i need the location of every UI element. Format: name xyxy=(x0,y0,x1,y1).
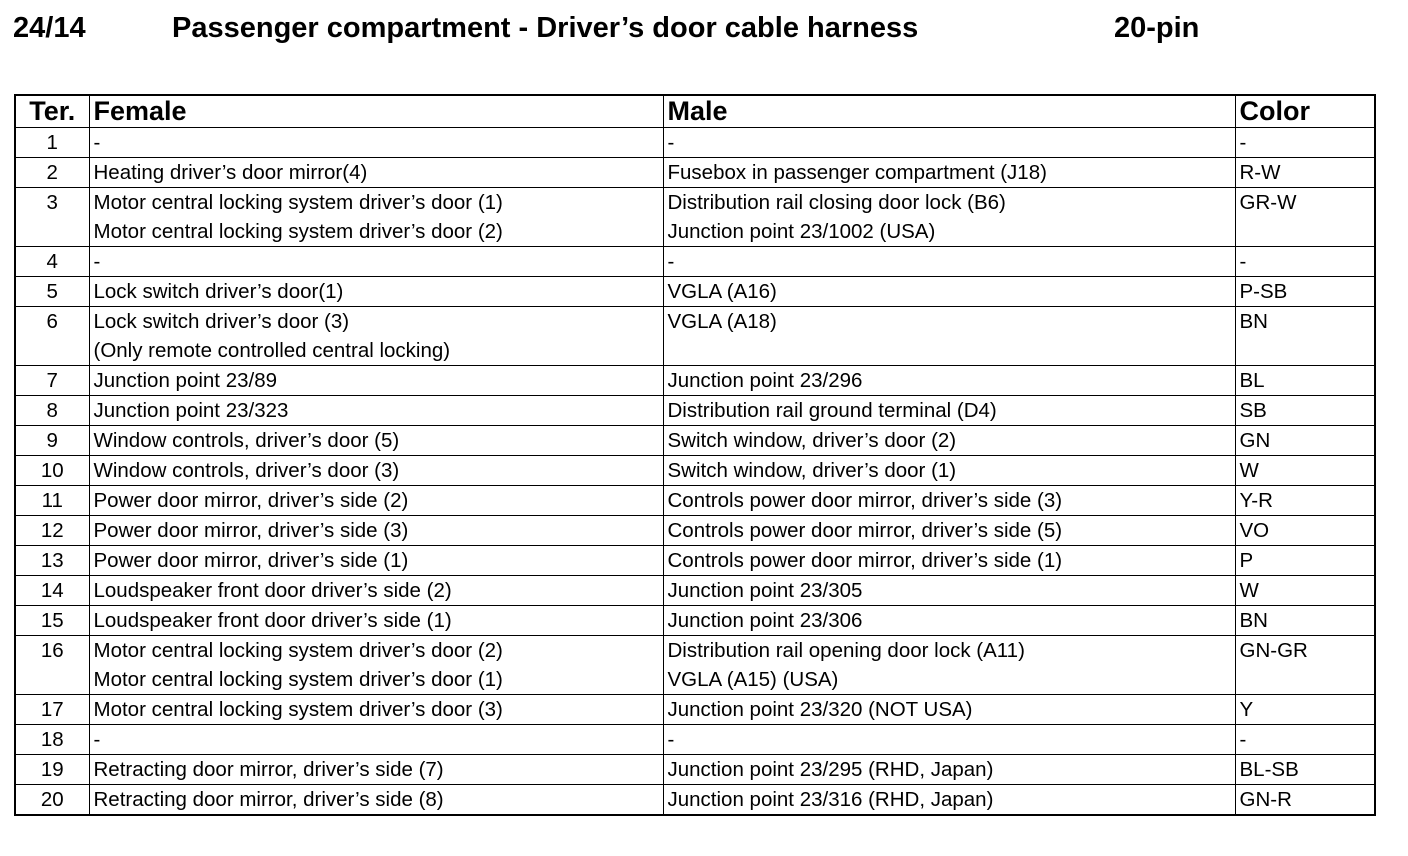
female-line: Loudspeaker front door driver’s side (2) xyxy=(93,579,452,602)
female-cell xyxy=(89,128,663,158)
female-line: Lock switch driver’s door (3) xyxy=(93,310,350,333)
female-line: - xyxy=(93,131,101,154)
female-cell xyxy=(89,456,663,486)
color-cell: GR-W xyxy=(1235,188,1375,247)
male-cell xyxy=(663,546,1235,576)
female-cell xyxy=(89,486,663,516)
female-cell xyxy=(89,158,663,188)
terminal-cell: 16 xyxy=(15,636,89,695)
terminal-cell: 12 xyxy=(15,516,89,546)
terminal-cell: 1 xyxy=(15,128,89,158)
female-cell xyxy=(89,426,663,456)
color-cell: GN-R xyxy=(1235,785,1375,816)
female-cell xyxy=(89,546,663,576)
male-cell xyxy=(663,396,1235,426)
female-line: Junction point 23/89 xyxy=(93,369,277,392)
female-line: Motor central locking system driver’s door (1) xyxy=(93,191,503,214)
male-line: Controls power door mirror, driver’s side (5) xyxy=(667,519,1063,542)
color-cell: W xyxy=(1235,456,1375,486)
female-cell xyxy=(89,695,663,725)
male-line: Junction point 23/306 xyxy=(667,609,863,632)
column-header-female: Female xyxy=(89,95,663,128)
female-line: Motor central locking system driver’s door (3) xyxy=(93,698,503,721)
terminal-cell: 14 xyxy=(15,576,89,606)
color-cell: GN xyxy=(1235,426,1375,456)
male-line: Junction point 23/1002 (USA) xyxy=(667,220,936,243)
color-cell: BN xyxy=(1235,307,1375,366)
table-row xyxy=(15,546,1375,576)
male-cell xyxy=(663,755,1235,785)
male-line: Distribution rail ground terminal (D4) xyxy=(667,399,997,422)
terminal-cell: 4 xyxy=(15,247,89,277)
male-cell xyxy=(663,456,1235,486)
male-cell xyxy=(663,247,1235,277)
female-line: Junction point 23/323 xyxy=(93,399,289,422)
male-line: Junction point 23/316 (RHD, Japan) xyxy=(667,788,994,811)
table-row xyxy=(15,725,1375,755)
terminal-cell: 18 xyxy=(15,725,89,755)
female-cell xyxy=(89,755,663,785)
pin-count: 20-pin xyxy=(1114,12,1200,44)
male-line: Fusebox in passenger compartment (J18) xyxy=(667,161,1047,184)
terminal-cell: 6 xyxy=(15,307,89,366)
male-cell xyxy=(663,307,1235,366)
table-row xyxy=(15,277,1375,307)
male-cell xyxy=(663,636,1235,695)
pinout-table xyxy=(14,94,1376,816)
document-header xyxy=(0,12,1408,52)
female-line: Motor central locking system driver’s door (2) xyxy=(93,639,503,662)
color-cell: - xyxy=(1235,128,1375,158)
male-line: - xyxy=(667,728,675,751)
table-row xyxy=(15,695,1375,725)
female-cell xyxy=(89,188,663,247)
color-cell: VO xyxy=(1235,516,1375,546)
male-line: VGLA (A16) xyxy=(667,280,777,303)
male-cell xyxy=(663,576,1235,606)
female-cell xyxy=(89,366,663,396)
table-row xyxy=(15,307,1375,366)
male-line: - xyxy=(667,250,675,273)
female-cell xyxy=(89,247,663,277)
table-header-row xyxy=(15,95,1375,128)
color-cell: Y-R xyxy=(1235,486,1375,516)
female-cell xyxy=(89,636,663,695)
male-line: Junction point 23/320 (NOT USA) xyxy=(667,698,973,721)
male-line: Junction point 23/296 xyxy=(667,369,863,392)
terminal-cell: 8 xyxy=(15,396,89,426)
female-line: - xyxy=(93,728,101,751)
female-line: Power door mirror, driver’s side (1) xyxy=(93,549,409,572)
table-row xyxy=(15,606,1375,636)
male-line: Switch window, driver’s door (2) xyxy=(667,429,957,452)
table-row xyxy=(15,128,1375,158)
female-line: Heating driver’s door mirror(4) xyxy=(93,161,368,184)
female-cell xyxy=(89,307,663,366)
color-cell: - xyxy=(1235,725,1375,755)
terminal-cell: 9 xyxy=(15,426,89,456)
male-line: VGLA (A18) xyxy=(667,310,777,333)
female-line: (Only remote controlled central locking) xyxy=(93,339,451,362)
male-line: Distribution rail opening door lock (A11) xyxy=(667,639,1025,662)
table-row xyxy=(15,247,1375,277)
terminal-cell: 13 xyxy=(15,546,89,576)
female-line: Power door mirror, driver’s side (3) xyxy=(93,519,409,542)
male-line: Switch window, driver’s door (1) xyxy=(667,459,957,482)
table-row xyxy=(15,456,1375,486)
column-header-terminal: Ter. xyxy=(15,95,89,128)
color-cell: BL-SB xyxy=(1235,755,1375,785)
terminal-cell: 5 xyxy=(15,277,89,307)
male-cell xyxy=(663,158,1235,188)
male-cell xyxy=(663,516,1235,546)
table-body xyxy=(15,128,1375,816)
terminal-cell: 20 xyxy=(15,785,89,816)
male-cell xyxy=(663,426,1235,456)
male-cell xyxy=(663,486,1235,516)
terminal-cell: 10 xyxy=(15,456,89,486)
table-row xyxy=(15,486,1375,516)
female-line: Window controls, driver’s door (5) xyxy=(93,429,400,452)
terminal-cell: 11 xyxy=(15,486,89,516)
female-line: Window controls, driver’s door (3) xyxy=(93,459,400,482)
male-cell xyxy=(663,188,1235,247)
table-row xyxy=(15,366,1375,396)
terminal-cell: 19 xyxy=(15,755,89,785)
male-cell xyxy=(663,695,1235,725)
table-row xyxy=(15,516,1375,546)
female-line: Power door mirror, driver’s side (2) xyxy=(93,489,409,512)
connector-code: 24/14 xyxy=(13,12,86,44)
table-row xyxy=(15,396,1375,426)
table-row xyxy=(15,576,1375,606)
terminal-cell: 7 xyxy=(15,366,89,396)
female-cell xyxy=(89,396,663,426)
color-cell: P xyxy=(1235,546,1375,576)
female-cell xyxy=(89,606,663,636)
terminal-cell: 2 xyxy=(15,158,89,188)
female-line: Loudspeaker front door driver’s side (1) xyxy=(93,609,452,632)
color-cell: GN-GR xyxy=(1235,636,1375,695)
table-row xyxy=(15,158,1375,188)
color-cell: Y xyxy=(1235,695,1375,725)
female-line: Motor central locking system driver’s door (2) xyxy=(93,220,503,243)
male-line: Controls power door mirror, driver’s side (3) xyxy=(667,489,1063,512)
color-cell: BN xyxy=(1235,606,1375,636)
female-line: Lock switch driver’s door(1) xyxy=(93,280,344,303)
table-row xyxy=(15,426,1375,456)
male-cell xyxy=(663,277,1235,307)
male-cell xyxy=(663,725,1235,755)
column-header-color: Color xyxy=(1235,95,1375,128)
female-line: Motor central locking system driver’s door (1) xyxy=(93,668,503,691)
female-line: Retracting door mirror, driver’s side (7) xyxy=(93,758,444,781)
female-cell xyxy=(89,725,663,755)
female-line: Retracting door mirror, driver’s side (8) xyxy=(93,788,444,811)
female-cell xyxy=(89,516,663,546)
color-cell: P-SB xyxy=(1235,277,1375,307)
male-line: VGLA (A15) (USA) xyxy=(667,668,839,691)
male-cell xyxy=(663,785,1235,816)
color-cell: SB xyxy=(1235,396,1375,426)
terminal-cell: 15 xyxy=(15,606,89,636)
male-cell xyxy=(663,606,1235,636)
male-line: - xyxy=(667,131,675,154)
color-cell: - xyxy=(1235,247,1375,277)
table-row xyxy=(15,755,1375,785)
table-row xyxy=(15,636,1375,695)
male-line: Junction point 23/295 (RHD, Japan) xyxy=(667,758,994,781)
terminal-cell: 3 xyxy=(15,188,89,247)
female-cell xyxy=(89,277,663,307)
color-cell: BL xyxy=(1235,366,1375,396)
color-cell: W xyxy=(1235,576,1375,606)
male-line: Distribution rail closing door lock (B6) xyxy=(667,191,1006,214)
column-header-male: Male xyxy=(663,95,1235,128)
terminal-cell: 17 xyxy=(15,695,89,725)
male-line: Controls power door mirror, driver’s side (1) xyxy=(667,549,1063,572)
male-line: Junction point 23/305 xyxy=(667,579,863,602)
color-cell: R-W xyxy=(1235,158,1375,188)
female-cell xyxy=(89,576,663,606)
page-title: Passenger compartment - Driver’s door cable harness xyxy=(172,12,919,44)
table-row xyxy=(15,188,1375,247)
male-cell xyxy=(663,366,1235,396)
male-cell xyxy=(663,128,1235,158)
female-line: - xyxy=(93,250,101,273)
female-cell xyxy=(89,785,663,816)
table-row xyxy=(15,785,1375,816)
